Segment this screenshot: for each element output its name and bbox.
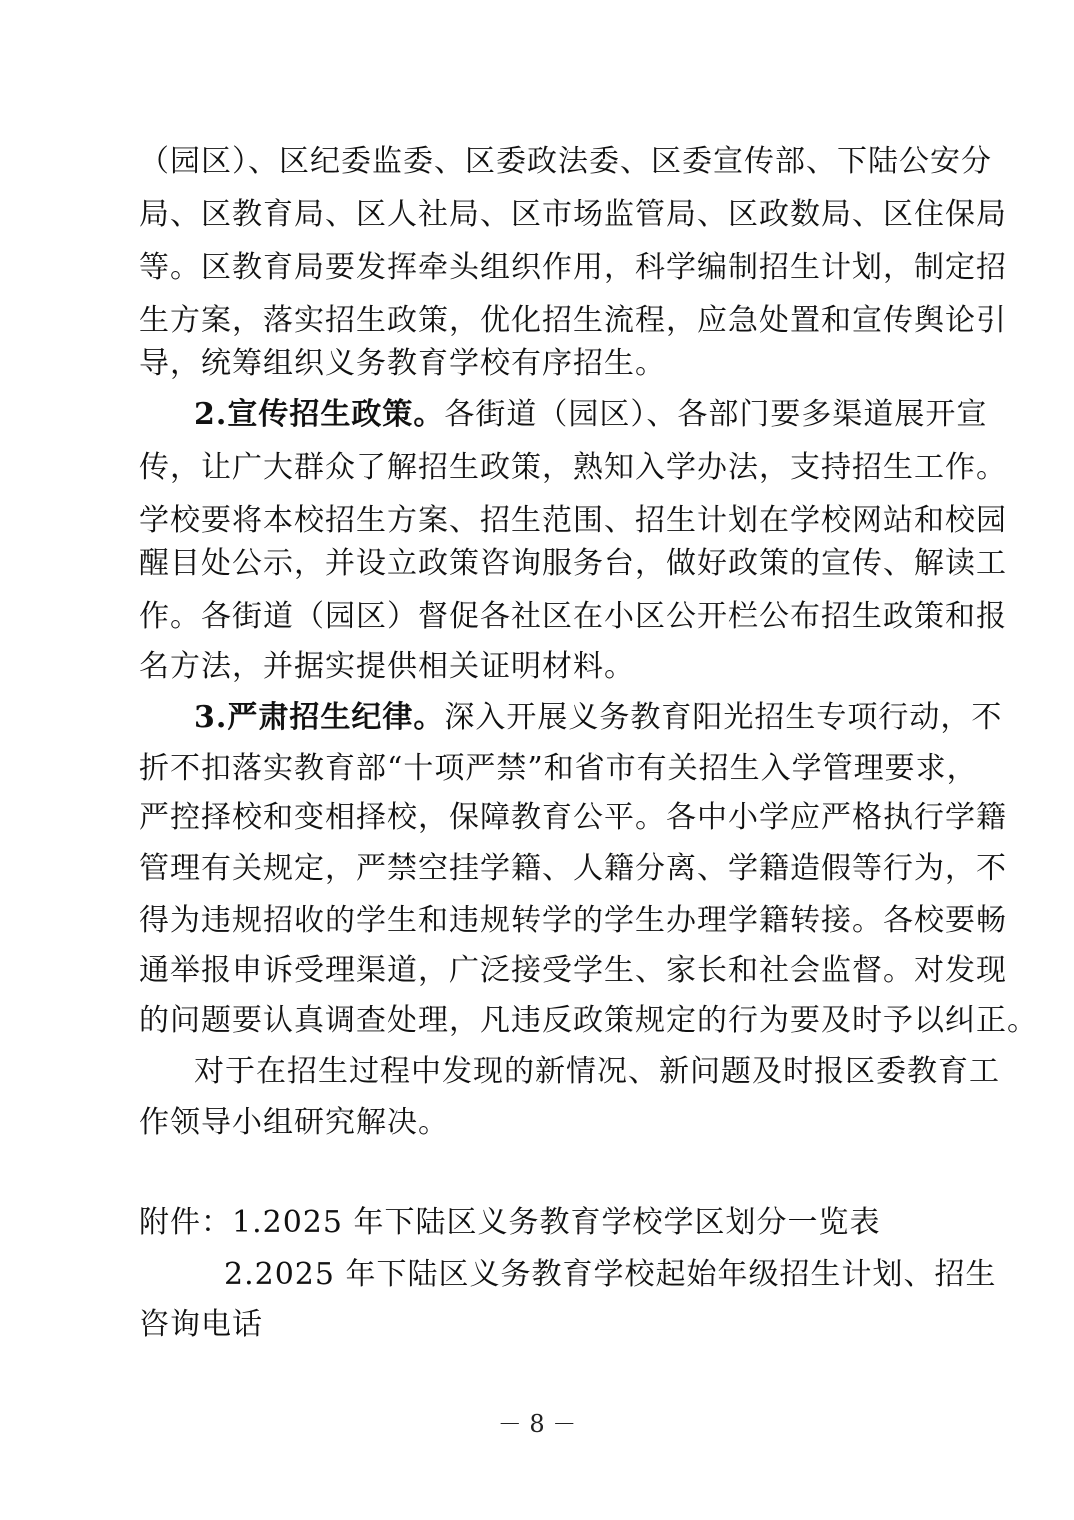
paragraph-line: 得为违规招收的学生和违规转学的学生办理学籍转接。各校要畅	[139, 903, 1007, 938]
paragraph-line: 通举报申诉受理渠道，广泛接受学生、家长和社会监督。对发现	[139, 953, 1007, 988]
paragraph-line: 对于在招生过程中发现的新情况、新问题及时报区委教育工	[194, 1054, 1000, 1089]
paragraph-line: 传，让广大群众了解招生政策，熟知入学办法，支持招生工作。	[139, 450, 1007, 485]
paragraph-line: 学校要将本校招生方案、招生范围、招生计划在学校网站和校园	[139, 503, 1007, 538]
paragraph-line: 管理有关规定，严禁空挂学籍、人籍分离、学籍造假等行为，不	[139, 851, 1007, 886]
section-heading: 2.宣传招生政策。	[194, 397, 445, 432]
paragraph-line: 生方案，落实招生政策，优化招生流程，应急处置和宣传舆论引	[139, 303, 1007, 338]
paragraph-line: 局、区教育局、区人社局、区市场监管局、区政数局、区住保局	[139, 197, 1007, 232]
paragraph-line: 等。区教育局要发挥牵头组织作用，科学编制招生计划，制定招	[139, 250, 1007, 285]
paragraph-line: 醒目处公示，并设立政策咨询服务台，做好政策的宣传、解读工	[139, 546, 1007, 581]
attachment-item-continuation: 咨询电话	[139, 1307, 263, 1342]
paragraph-line: 导，统筹组织义务教育学校有序招生。	[139, 346, 666, 381]
attachment-item: 2.2025 年下陆区义务教育学校起始年级招生计划、招生	[224, 1257, 997, 1292]
paragraph-line: （园区）、区纪委监委、区委政法委、区委宣传部、下陆公安分	[139, 144, 992, 179]
paragraph-text: 各街道（园区）、各部门要多渠道展开宣	[444, 397, 988, 432]
attachment-label: 附件：	[139, 1205, 232, 1240]
paragraph-text: 深入开展义务教育阳光招生专项行动，不	[444, 700, 1003, 735]
paragraph-line: 严控择校和变相择校，保障教育公平。各中小学应严格执行学籍	[139, 800, 1007, 835]
paragraph-line: 的问题要认真调查处理，凡违反政策规定的行为要及时予以纠正。	[139, 1003, 1038, 1038]
page-number: － 8 －	[497, 1410, 577, 1438]
paragraph-first-line	[194, 690, 1003, 746]
attachment-item: 1.2025 年下陆区义务教育学校学区划分一览表	[232, 1205, 881, 1240]
section-heading: 3.严肃招生纪律。	[194, 700, 445, 735]
paragraph-first-line	[194, 387, 988, 443]
paragraph-line: 折不扣落实教育部“十项严禁”和省市有关招生入学管理要求，	[139, 751, 978, 786]
attachment-line	[139, 1195, 939, 1251]
paragraph-line: 名方法，并据实提供相关证明材料。	[139, 649, 635, 684]
paragraph-line: 作领导小组研究解决。	[139, 1105, 449, 1140]
paragraph-line: 作。各街道（园区）督促各社区在小区公开栏公布招生政策和报	[139, 599, 1007, 634]
